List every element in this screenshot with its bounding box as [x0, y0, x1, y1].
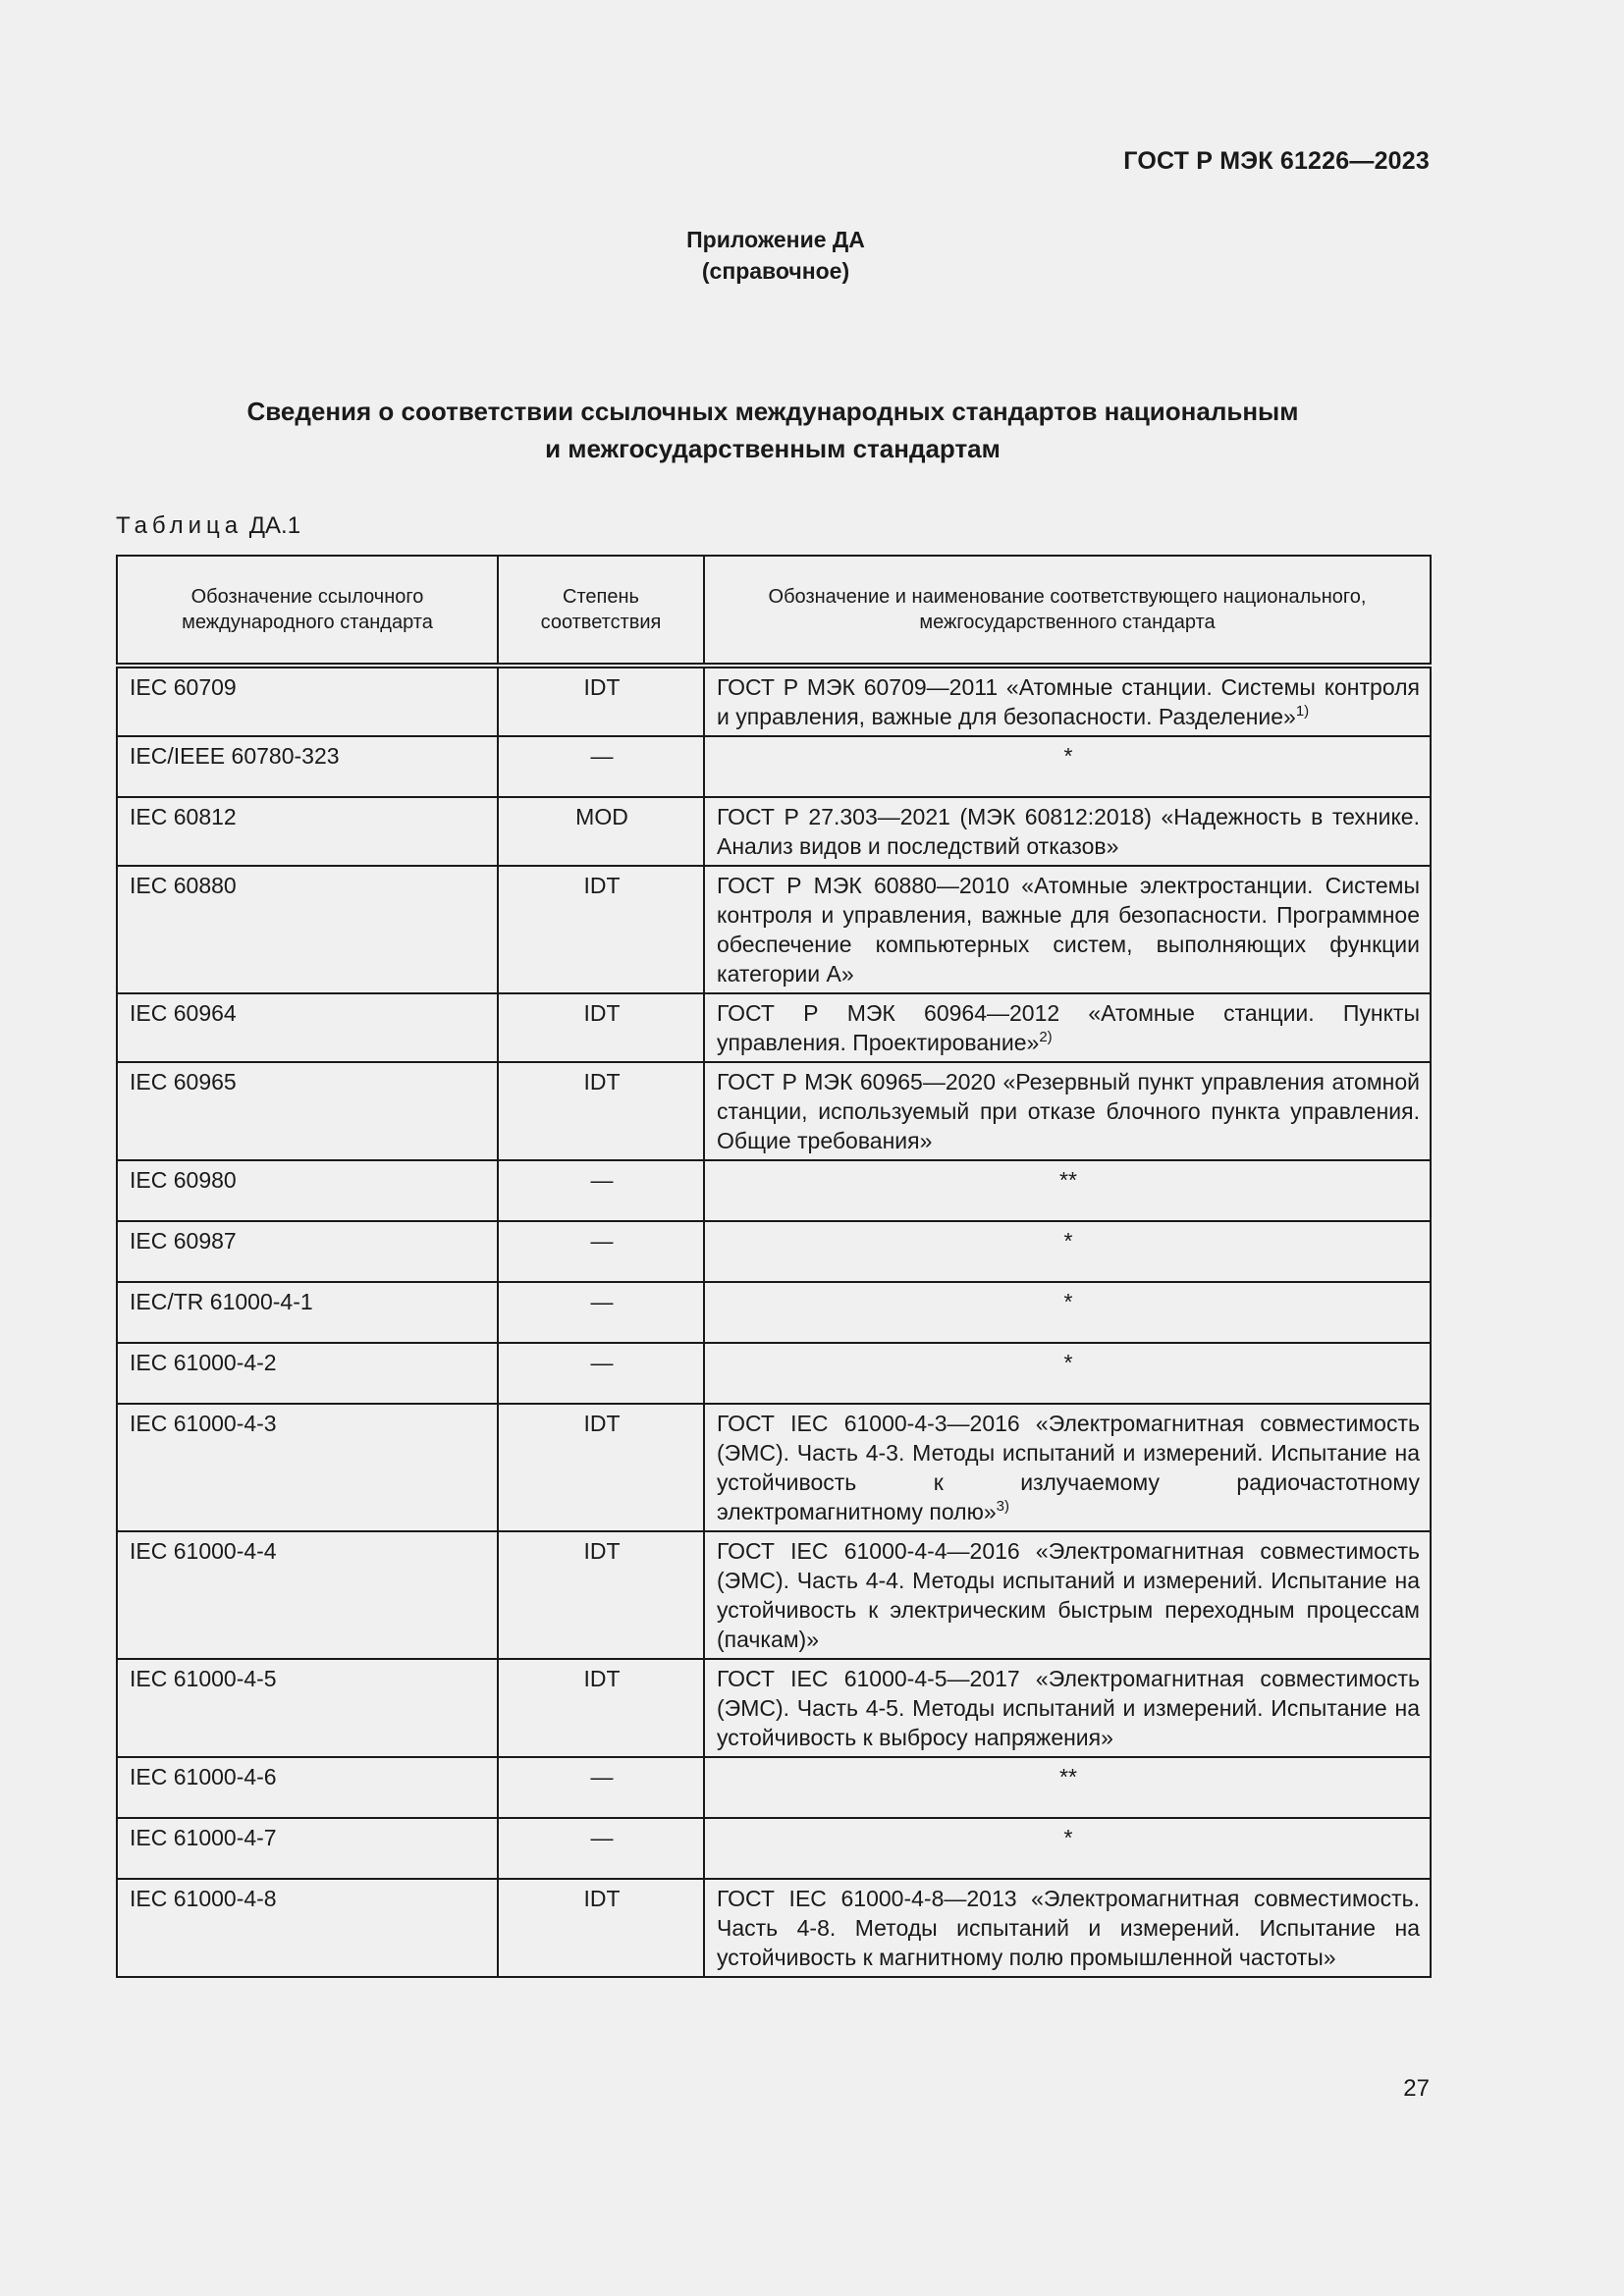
- national-standard-cell: ГОСТ Р МЭК 60880—2010 «Атомные электростанции. Системы контроля и управления, важные для безопасности. Программное обеспечение компьютерных систем, выполняющих функции категории А»: [704, 866, 1431, 993]
- table-row: [117, 1221, 1431, 1282]
- document-code: ГОСТ Р МЭК 61226—2023: [1123, 147, 1430, 175]
- degree-cell: —: [498, 1221, 704, 1282]
- table-row: [117, 866, 1431, 993]
- degree-cell: —: [498, 1160, 704, 1221]
- header-national-line-1: Обозначение и наименование соответствующего национального,: [768, 586, 1367, 608]
- footnote-ref: 2): [1039, 1029, 1053, 1045]
- table-row: [117, 993, 1431, 1062]
- national-standard-cell: *: [704, 1221, 1431, 1282]
- national-standard-cell: ГОСТ Р МЭК 60965—2020 «Резервный пункт управления атомной станции, используемый при отказе блочного пункта управления. Общие требования»: [704, 1062, 1431, 1160]
- table-caption: [116, 512, 300, 540]
- header-degree-line-2: соответствия: [540, 612, 662, 633]
- header-national-line-2: межгосударственного стандарта: [919, 612, 1216, 633]
- appendix-title: Приложение ДА: [686, 227, 865, 252]
- header-intl-standard: [117, 556, 498, 666]
- section-title: [116, 393, 1430, 467]
- degree-cell: —: [498, 736, 704, 797]
- header-intl-line-2: международного стандарта: [182, 612, 433, 633]
- degree-cell: IDT: [498, 1404, 704, 1531]
- intl-standard-cell: IEC 60880: [117, 866, 498, 993]
- degree-cell: —: [498, 1343, 704, 1404]
- degree-cell: —: [498, 1757, 704, 1818]
- degree-cell: IDT: [498, 666, 704, 736]
- intl-standard-cell: IEC 60964: [117, 993, 498, 1062]
- intl-standard-cell: IEC/IEEE 60780-323: [117, 736, 498, 797]
- table-row: [117, 1404, 1431, 1531]
- degree-cell: IDT: [498, 1062, 704, 1160]
- national-standard-cell: [704, 1404, 1431, 1531]
- degree-cell: MOD: [498, 797, 704, 866]
- degree-cell: IDT: [498, 1659, 704, 1757]
- national-standard-cell: *: [704, 1818, 1431, 1879]
- national-standard-cell: **: [704, 1160, 1431, 1221]
- intl-standard-cell: IEC 60965: [117, 1062, 498, 1160]
- section-title-line-2: и межгосударственным стандартам: [545, 434, 1001, 463]
- national-standard-cell: *: [704, 1343, 1431, 1404]
- header-degree-line-1: Степень: [563, 586, 639, 608]
- degree-cell: —: [498, 1818, 704, 1879]
- table-row: [117, 1343, 1431, 1404]
- appendix-subtitle: (справочное): [701, 258, 850, 284]
- table-row: [117, 1879, 1431, 1977]
- national-standard-text: ГОСТ Р МЭК 60709—2011 «Атомные станции. Системы контроля и управления, важные для безопасности. Разделение»: [717, 674, 1420, 729]
- intl-standard-cell: IEC 61000-4-6: [117, 1757, 498, 1818]
- degree-cell: IDT: [498, 993, 704, 1062]
- national-standard-cell: ГОСТ IEC 61000-4-5—2017 «Электромагнитная совместимость (ЭМС). Часть 4-5. Методы испытаний и измерений. Испытание на устойчивость к выбросу напряжения»: [704, 1659, 1431, 1757]
- national-standard-cell: **: [704, 1757, 1431, 1818]
- national-standard-cell: *: [704, 1282, 1431, 1343]
- intl-standard-cell: IEC 61000-4-8: [117, 1879, 498, 1977]
- table-caption-word: Таблица: [116, 512, 244, 539]
- intl-standard-cell: IEC 60812: [117, 797, 498, 866]
- header-degree: [498, 556, 704, 666]
- intl-standard-cell: IEC 61000-4-4: [117, 1531, 498, 1659]
- national-standard-cell: [704, 666, 1431, 736]
- footnote-ref: 1): [1295, 703, 1310, 720]
- table-row: [117, 736, 1431, 797]
- intl-standard-cell: IEC/TR 61000-4-1: [117, 1282, 498, 1343]
- standards-table: [116, 555, 1432, 1978]
- appendix-heading: [0, 224, 1551, 287]
- intl-standard-cell: IEC 61000-4-3: [117, 1404, 498, 1531]
- degree-cell: IDT: [498, 1531, 704, 1659]
- section-title-line-1: Сведения о соответствии ссылочных международных стандартов национальным: [246, 397, 1299, 426]
- national-standard-text: ГОСТ Р МЭК 60964—2012 «Атомные станции. Пункты управления. Проектирование»: [717, 1000, 1420, 1055]
- national-standard-cell: ГОСТ Р 27.303—2021 (МЭК 60812:2018) «Надежность в технике. Анализ видов и последствий отказов»: [704, 797, 1431, 866]
- intl-standard-cell: IEC 60987: [117, 1221, 498, 1282]
- table-row: [117, 1659, 1431, 1757]
- degree-cell: IDT: [498, 1879, 704, 1977]
- degree-cell: —: [498, 1282, 704, 1343]
- intl-standard-cell: IEC 61000-4-2: [117, 1343, 498, 1404]
- table-row: [117, 1757, 1431, 1818]
- national-standard-cell: ГОСТ IEC 61000-4-8—2013 «Электромагнитная совместимость. Часть 4-8. Методы испытаний и измерений. Испытание на устойчивость к магнитному полю промышленной частоты»: [704, 1879, 1431, 1977]
- national-standard-cell: [704, 993, 1431, 1062]
- table-row: [117, 1062, 1431, 1160]
- intl-standard-cell: IEC 61000-4-7: [117, 1818, 498, 1879]
- intl-standard-cell: IEC 60709: [117, 666, 498, 736]
- table-row: [117, 1282, 1431, 1343]
- national-standard-cell: *: [704, 736, 1431, 797]
- degree-cell: IDT: [498, 866, 704, 993]
- header-national-standard: [704, 556, 1431, 666]
- footnote-ref: 3): [996, 1498, 1009, 1515]
- table-caption-number: ДА.1: [248, 512, 301, 539]
- page-number: 27: [1403, 2075, 1430, 2102]
- table-row: [117, 1818, 1431, 1879]
- table-row: [117, 1531, 1431, 1659]
- table-row: [117, 666, 1431, 736]
- intl-standard-cell: IEC 61000-4-5: [117, 1659, 498, 1757]
- intl-standard-cell: IEC 60980: [117, 1160, 498, 1221]
- national-standard-text: ГОСТ IEC 61000-4-3—2016 «Электромагнитная совместимость (ЭМС). Часть 4-3. Методы испытаний и измерений. Испытание на устойчивость к излучаемому радиочастотному электромагнитному полю»: [717, 1411, 1420, 1524]
- table-row: [117, 1160, 1431, 1221]
- header-intl-line-1: Обозначение ссылочного: [190, 586, 424, 608]
- table-row: [117, 797, 1431, 866]
- national-standard-cell: ГОСТ IEC 61000-4-4—2016 «Электромагнитная совместимость (ЭМС). Часть 4-4. Методы испытаний и измерений. Испытание на устойчивость к электрическим быстрым переходным процессам (пачкам)»: [704, 1531, 1431, 1659]
- table-header-row: [117, 556, 1431, 666]
